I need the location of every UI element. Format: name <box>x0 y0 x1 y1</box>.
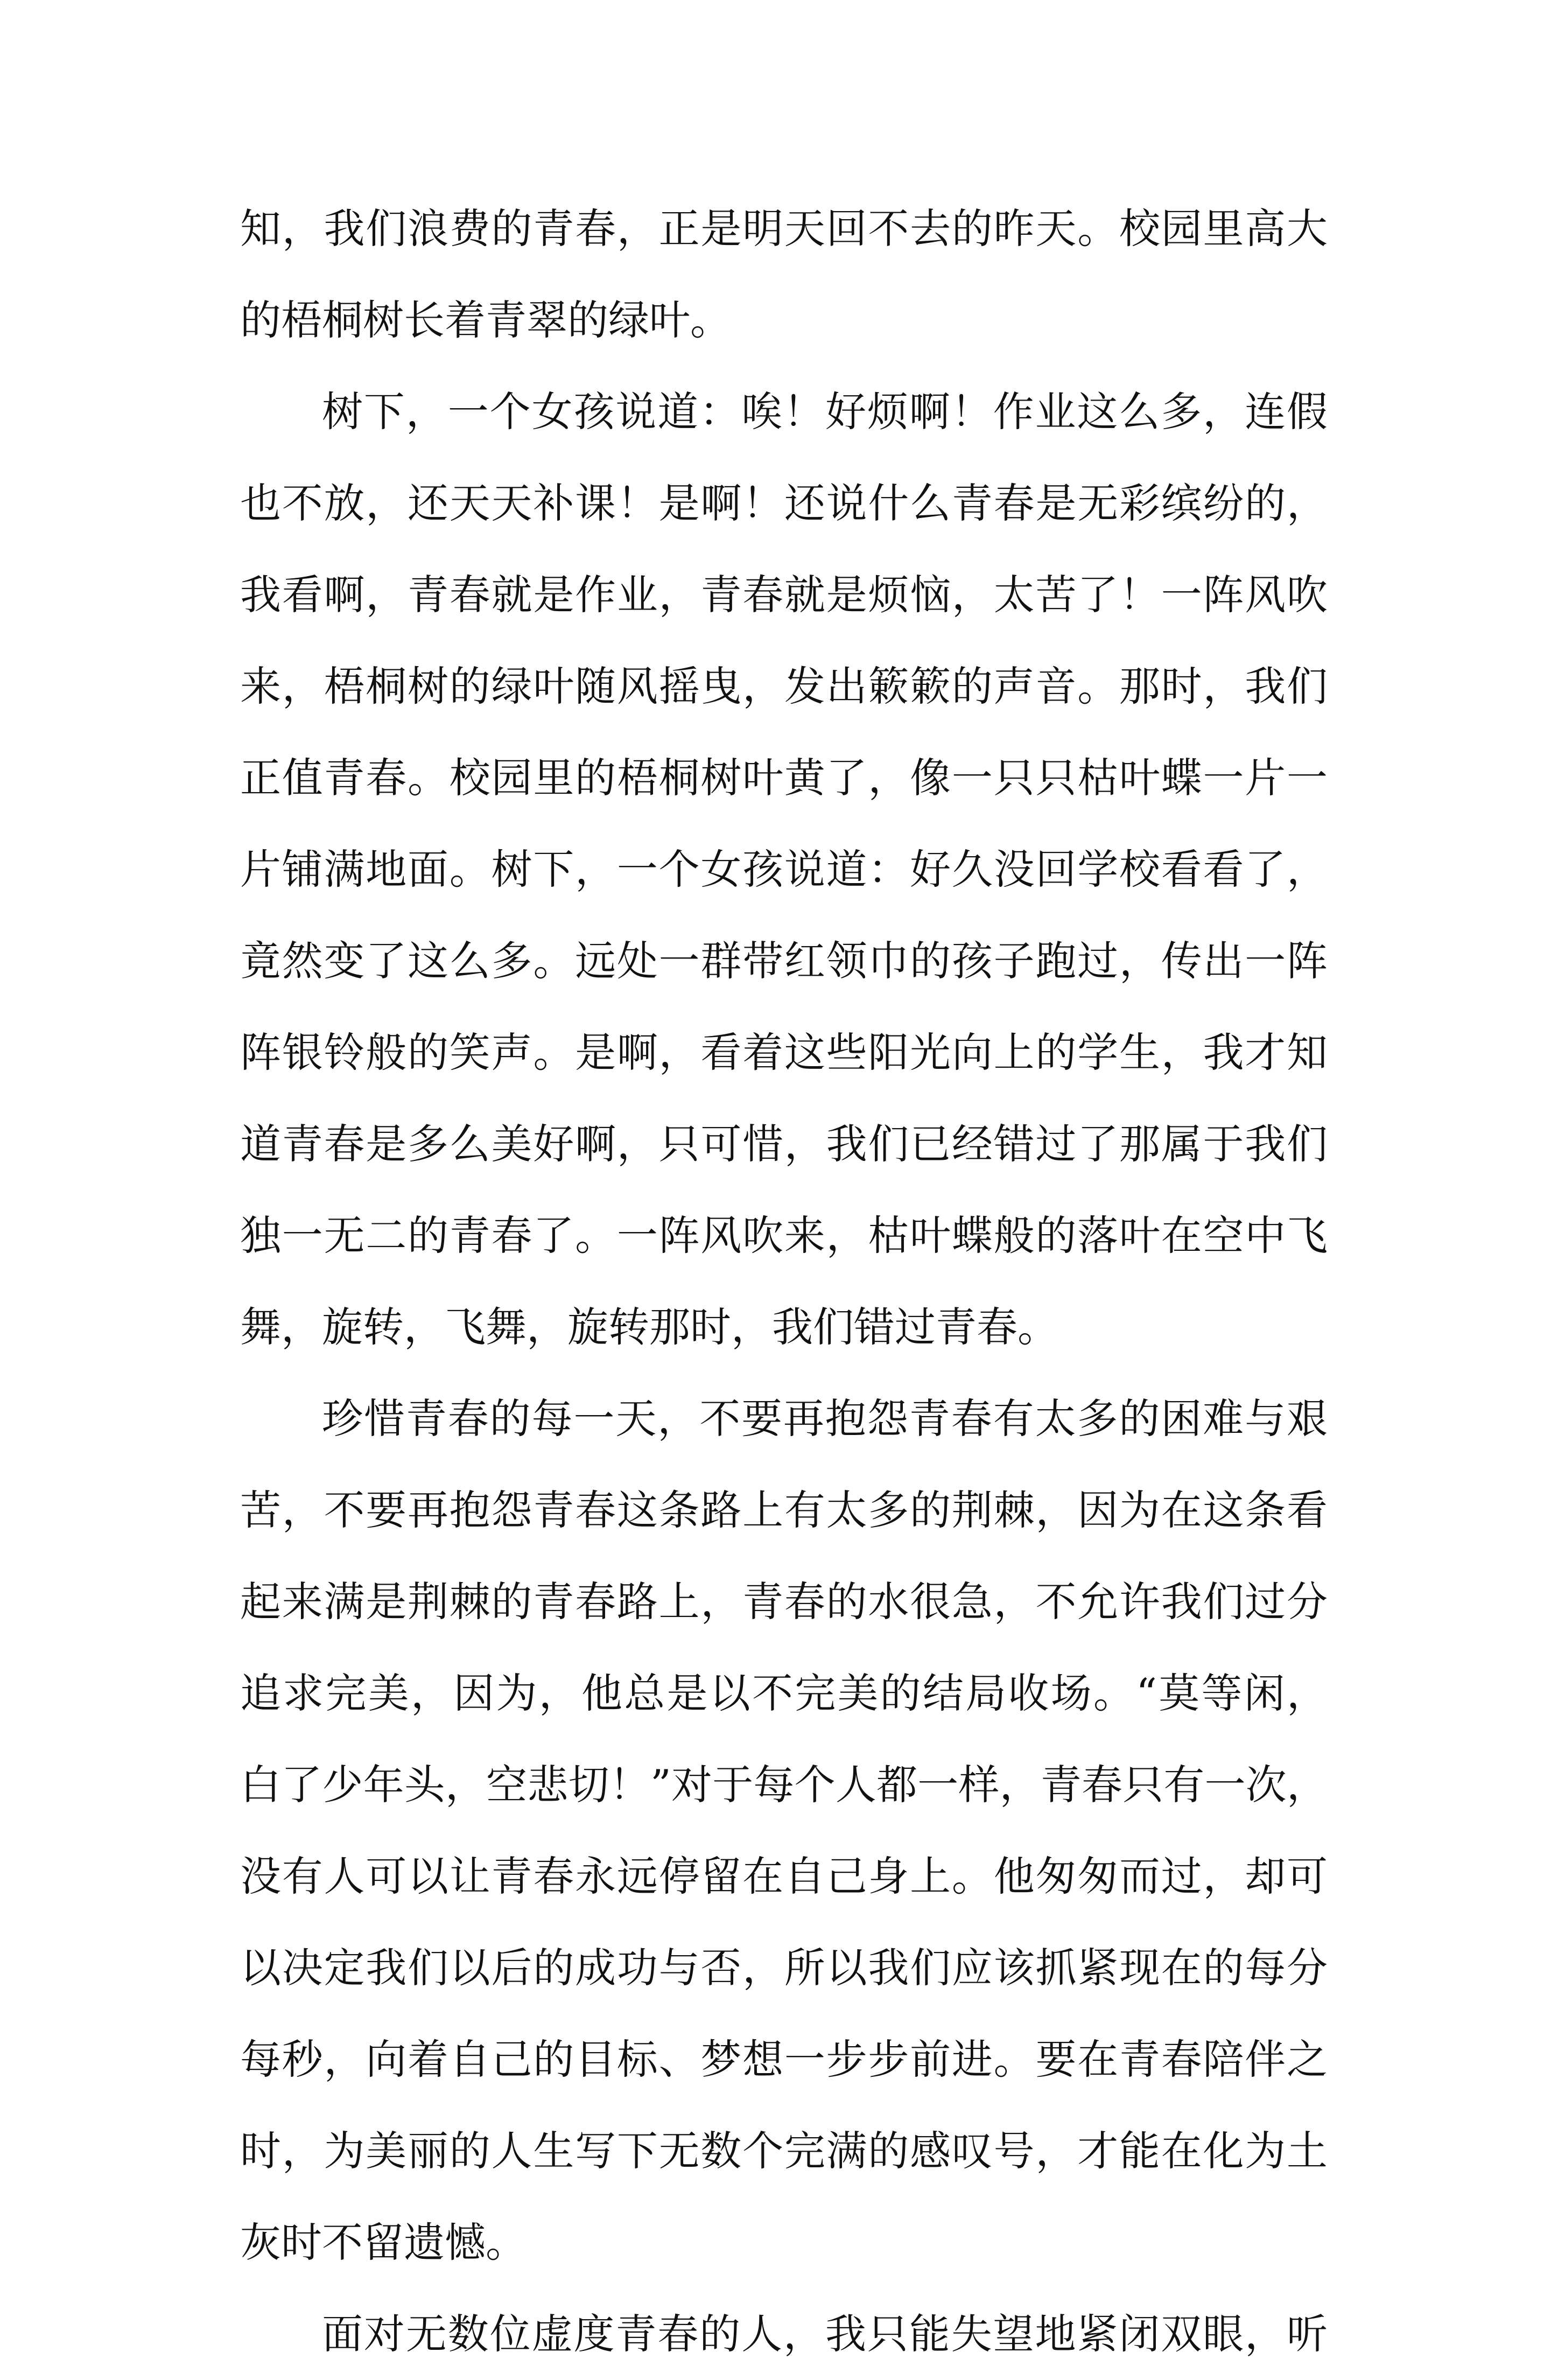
text-line: 的梧桐树长着青翠的绿叶。 <box>240 296 731 344</box>
text-line: 片铺满地面。树下，一个女孩说道：好久没回学校看看了， <box>240 845 1328 893</box>
text-line: 树下，一个女孩说道：唉！好烦啊！作业这么多，连假 <box>322 388 1328 436</box>
text-line: 正值青春。校园里的梧桐树叶黄了，像一只只枯叶蝶一片一 <box>240 754 1328 802</box>
paragraph <box>240 366 1328 1373</box>
text-line: 每秒，向着自己的目标、梦想一步步前进。要在青春陪伴之 <box>240 2035 1328 2083</box>
text-line: 独一无二的青春了。一阵风吹来，枯叶蝶般的落叶在空中飞 <box>240 1212 1328 1259</box>
text-line: 舞，旋转，飞舞，旋转那时，我们错过青春。 <box>240 1303 1058 1351</box>
text-line: 也不放，还天天补课！是啊！还说什么青春是无彩缤纷的， <box>240 479 1328 527</box>
text-line: 没有人可以让青春永远停留在自己身上。他匆匆而过，却可 <box>240 1852 1328 1900</box>
text-line: 追求完美，因为，他总是以不完美的结局收场。“莫等闲， <box>240 1669 1328 1717</box>
paragraph <box>240 1373 1328 2288</box>
text-line: 竟然变了这么多。远处一群带红领巾的孩子跑过，传出一阵 <box>240 937 1328 985</box>
text-line: 来，梧桐树的绿叶随风摇曳，发出簌簌的声音。那时，我们 <box>240 662 1328 710</box>
text-line: 道青春是多么美好啊，只可惜，我们已经错过了那属于我们 <box>240 1120 1328 1168</box>
text-line: 白了少年头，空悲切！”对于每个人都一样，青春只有一次， <box>240 1761 1328 1809</box>
text-line: 面对无数位虚度青春的人，我只能失望地紧闭双眼，听 <box>322 2310 1328 2358</box>
text-line: 苦，不要再抱怨青春这条路上有太多的荆棘，因为在这条看 <box>240 1486 1328 1534</box>
paragraph <box>240 2288 1328 2380</box>
text-line: 时，为美丽的人生写下无数个完满的感叹号，才能在化为土 <box>240 2127 1328 2175</box>
text-line: 以决定我们以后的成功与否，所以我们应该抓紧现在的每分 <box>240 1944 1328 1992</box>
paragraph <box>240 183 1328 366</box>
text-line: 珍惜青春的每一天，不要再抱怨青春有太多的困难与艰 <box>322 1395 1328 1443</box>
text-line: 灰时不留遗憾。 <box>240 2218 527 2266</box>
text-line: 阵银铃般的笑声。是啊，看着这些阳光向上的学生，我才知 <box>240 1028 1328 1076</box>
document-body <box>240 183 1328 2380</box>
text-line: 起来满是荆棘的青春路上，青春的水很急，不允许我们过分 <box>240 1578 1328 1626</box>
text-line: 知，我们浪费的青春，正是明天回不去的昨天。校园里高大 <box>240 205 1328 253</box>
text-line: 我看啊，青春就是作业，青春就是烦恼，太苦了！一阵风吹 <box>240 571 1328 619</box>
